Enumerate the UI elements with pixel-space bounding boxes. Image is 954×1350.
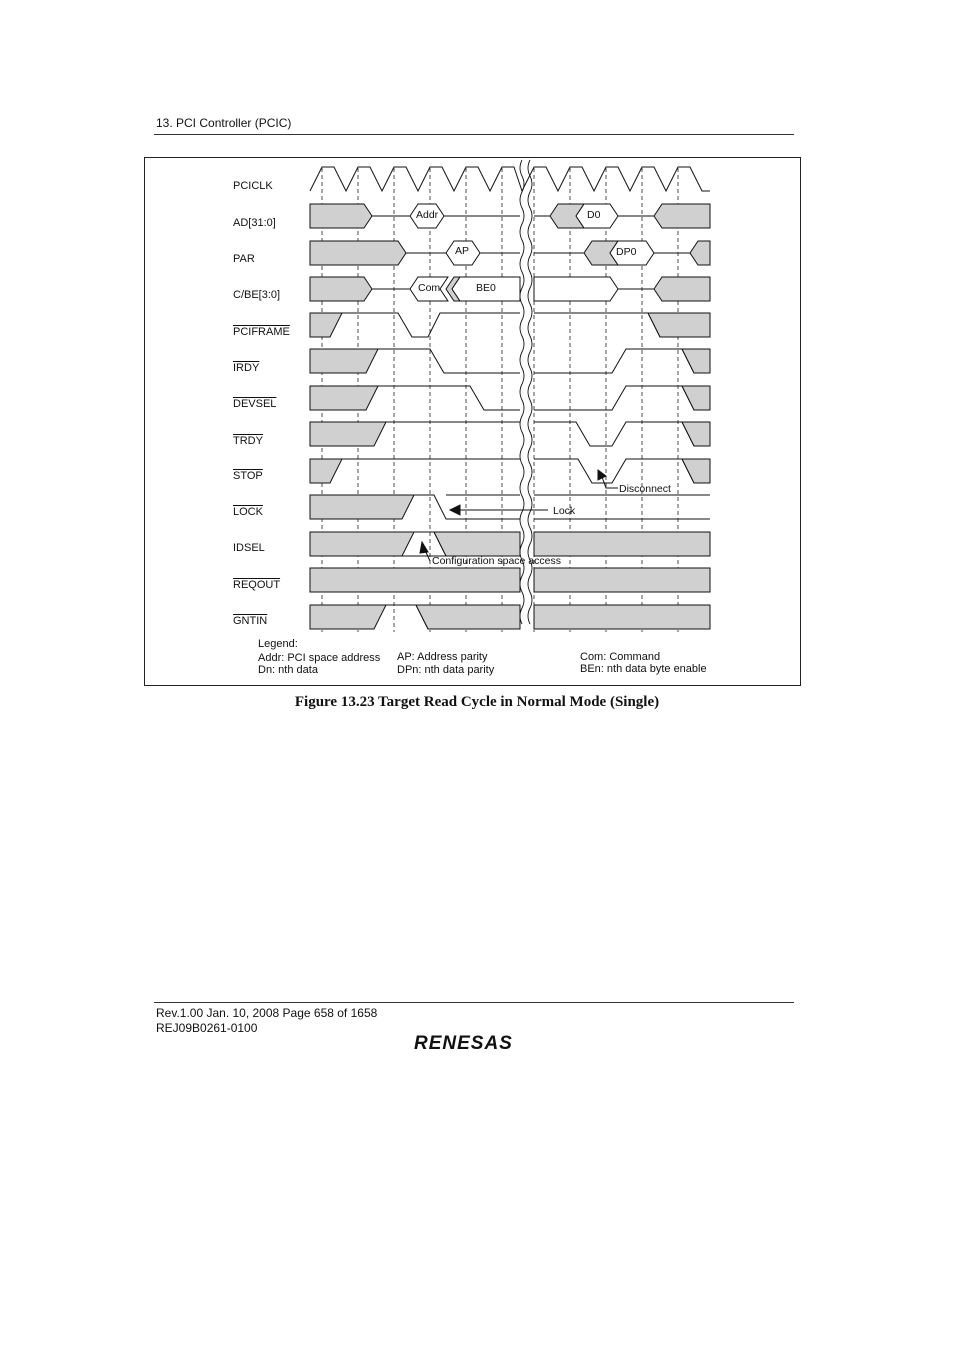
legend-ap: AP: Address parity	[397, 651, 488, 663]
footer-docnum: REJ09B0261-0100	[156, 1021, 258, 1035]
signal-label-lock: LOCK	[233, 506, 263, 518]
signal-label-irdy: IRDY	[233, 362, 260, 374]
renesas-logo: RENESAS	[414, 1033, 513, 1054]
wave-gntin	[310, 605, 710, 629]
signal-label-reqout: REQOUT	[233, 579, 281, 591]
wave-trdy	[310, 422, 710, 446]
wave-pciframe	[310, 313, 710, 337]
wave-stop	[310, 459, 710, 483]
legend-com: Com: Command	[580, 651, 661, 663]
wave-ad	[310, 204, 710, 228]
label-addr: Addr	[416, 209, 439, 221]
label-lock: Lock	[553, 505, 576, 517]
wave-cbe	[310, 277, 710, 301]
footer-revision: Rev.1.00 Jan. 10, 2008 Page 658 of 1658	[156, 1006, 378, 1020]
signal-label-ad: AD[31:0]	[233, 217, 276, 229]
wave-lock	[310, 495, 710, 519]
wave-idsel	[310, 532, 710, 556]
legend-addr: Addr: PCI space address	[258, 652, 381, 664]
label-be0: BE0	[476, 282, 496, 294]
label-disconnect: Disconnect	[619, 483, 671, 495]
figure-caption: Figure 13.23 Target Read Cycle in Normal Mode (Single)	[294, 694, 660, 710]
signal-label-cbe: C/BE[3:0]	[233, 289, 281, 301]
config-arrow	[420, 542, 430, 561]
wave-devsel	[310, 386, 710, 410]
signal-label-devsel: DEVSEL	[233, 398, 277, 410]
signal-label-pciclk: PCICLK	[233, 180, 273, 192]
signal-label-idsel: IDSEL	[233, 542, 265, 554]
signal-label-gntin: GNTIN	[233, 615, 268, 627]
signal-label-pciframe: PCIFRAME	[233, 326, 290, 338]
legend-ben: BEn: nth data byte enable	[580, 663, 707, 675]
disconnect-arrow	[598, 470, 618, 488]
wave-reqout	[310, 568, 710, 592]
lock-arrow	[450, 505, 548, 515]
section-header: 13. PCI Controller (PCIC)	[156, 116, 292, 130]
wave-pciclk	[310, 167, 710, 191]
signal-label-par: PAR	[233, 253, 255, 265]
wave-irdy	[310, 349, 710, 373]
legend-title: Legend:	[258, 638, 298, 650]
label-d0: D0	[587, 209, 601, 221]
legend-dn: Dn: nth data	[258, 664, 318, 676]
label-config-space: Configuration space access	[432, 555, 561, 567]
footer-rule	[154, 1002, 794, 1003]
label-com: Com	[418, 282, 441, 294]
legend-dpn: DPn: nth data parity	[397, 664, 495, 676]
signal-label-trdy: TRDY	[233, 435, 263, 447]
signal-label-stop: STOP	[233, 470, 263, 482]
label-ap: AP	[455, 245, 470, 257]
label-dp0: DP0	[616, 246, 637, 258]
wave-par	[310, 241, 710, 265]
